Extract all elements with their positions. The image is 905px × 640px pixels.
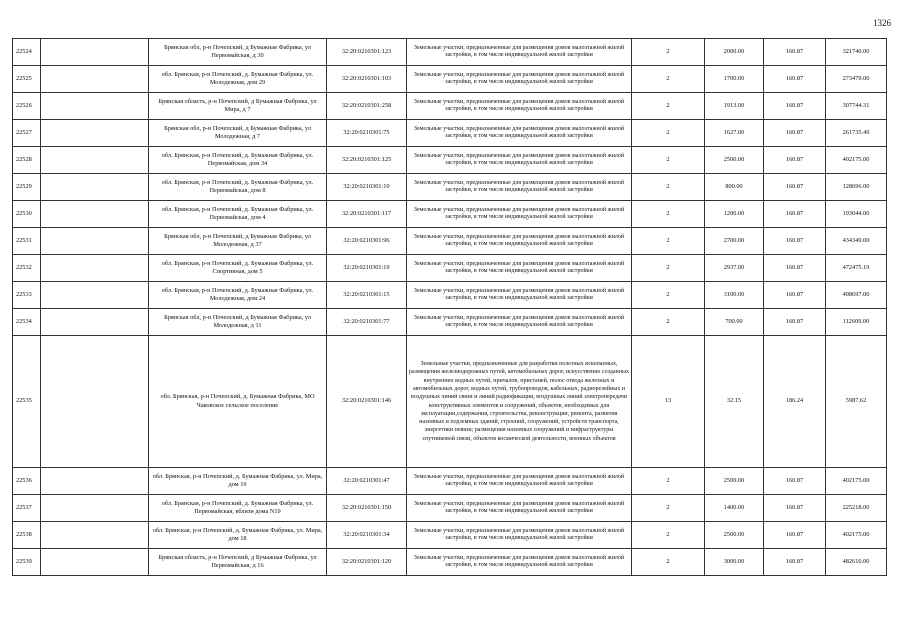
- cell-land-use: Земельные участки, предназначенные для разработки полезных ископаемых, размещения железнодорожных путей, автомобильных дорог, искусственно созданных внутренних водных путей, причалов, пристаней, полос отвода железных и автомобильных дорог, водных путей, трубопроводов, кабельных, радиорелейных и воздушных линий связи и линий радиофикации, воздушных линий электропередачи конструктивных элементов и сооружений, объектов, необходимых для эксплуатации,содержания, строительства, реконструкции, ремонта, развития наземных и подземных зданий, строений, сооружений, устройств транспорта, энергетики невязи; размещения наземных сооружений и инфраструктуры спутниковой связи, объектов космической деятельности, военных объектов: [407, 336, 632, 468]
- cell-id: 22538: [13, 522, 41, 549]
- cell-cadastral-number: 32:20:0210301:103: [327, 66, 407, 93]
- cell-land-use: Земельные участки, предназначенные для размещения домов малоэтажной жилой застройки, в том числе индивидуальной жилой застройки: [407, 201, 632, 228]
- cell-address: Брянская обл, р-н Почепский, д Бумажная Фабрика, ул Первомайская, д 30: [149, 39, 327, 66]
- cell-area: 700.00: [705, 309, 764, 336]
- cell-land-use: Земельные участки, предназначенные для размещения домов малоэтажной жилой застройки, в том числе индивидуальной жилой застройки: [407, 39, 632, 66]
- cell-cadastral-number: 32:20:0210301:258: [327, 93, 407, 120]
- cell-cadastral-value: 472475.19: [826, 255, 887, 282]
- cell-area: 2000.00: [705, 39, 764, 66]
- cell-blank: [41, 549, 149, 576]
- cell-cadastral-number: 32:20:0210301:150: [327, 495, 407, 522]
- cell-blank: [41, 228, 149, 255]
- cell-blank: [41, 39, 149, 66]
- cell-code: 2: [632, 522, 705, 549]
- cell-address: обл. Брянская, р-н Почепский, д. Бумажная Фабрика, ул. Первомайская, дом 4: [149, 201, 327, 228]
- cell-blank: [41, 66, 149, 93]
- cell-area: 2937.00: [705, 255, 764, 282]
- cell-address: Брянская обл, р-н Почепский, д Бумажная Фабрика, ул Молодежная, д 11: [149, 309, 327, 336]
- cell-land-use: Земельные участки, предназначенные для размещения домов малоэтажной жилой застройки, в том числе индивидуальной жилой застройки: [407, 147, 632, 174]
- cell-land-use: Земельные участки, предназначенные для размещения домов малоэтажной жилой застройки, в том числе индивидуальной жилой застройки: [407, 549, 632, 576]
- cell-blank: [41, 120, 149, 147]
- cell-land-use: Земельные участки, предназначенные для размещения домов малоэтажной жилой застройки, в том числе индивидуальной жилой застройки: [407, 93, 632, 120]
- cell-id: 22539: [13, 549, 41, 576]
- cell-code: 2: [632, 120, 705, 147]
- cell-area: 1627.00: [705, 120, 764, 147]
- cell-id: 22528: [13, 147, 41, 174]
- cell-address: обл. Брянская, р-н Почепский, д. Бумажная Фабрика, МО Чаковское сельское поселение: [149, 336, 327, 468]
- cell-id: 22530: [13, 201, 41, 228]
- cell-id: 22532: [13, 255, 41, 282]
- cell-land-use: Земельные участки, предназначенные для размещения домов малоэтажной жилой застройки, в том числе индивидуальной жилой застройки: [407, 66, 632, 93]
- table-row: [13, 174, 887, 201]
- cell-blank: [41, 282, 149, 309]
- cell-cadastral-value: 5987.62: [826, 336, 887, 468]
- cell-cadastral-value: 128696.00: [826, 174, 887, 201]
- cell-cadastral-number: 32:20:0210301:96: [327, 228, 407, 255]
- cell-rate: 160.87: [764, 39, 826, 66]
- cell-code: 2: [632, 468, 705, 495]
- cell-id: 22537: [13, 495, 41, 522]
- cell-cadastral-value: 402175.00: [826, 522, 887, 549]
- cell-cadastral-value: 193044.00: [826, 201, 887, 228]
- cell-rate: 160.87: [764, 201, 826, 228]
- cell-blank: [41, 255, 149, 282]
- cell-code: 2: [632, 39, 705, 66]
- cell-area: 1700.00: [705, 66, 764, 93]
- cell-code: 2: [632, 66, 705, 93]
- cell-id: 22531: [13, 228, 41, 255]
- cell-area: 800.00: [705, 174, 764, 201]
- cell-address: Брянская обл, р-н Почепский, д Бумажная Фабрика, ул Молодежная, д 37: [149, 228, 327, 255]
- cell-code: 2: [632, 309, 705, 336]
- cell-address: обл. Брянская, р-н Почепский, д. Бумажная Фабрика, ул. Первомайская, дом 34: [149, 147, 327, 174]
- cell-area: 32.15: [705, 336, 764, 468]
- cell-blank: [41, 174, 149, 201]
- cell-rate: 160.87: [764, 120, 826, 147]
- table-row: [13, 201, 887, 228]
- table-row: [13, 549, 887, 576]
- cell-address: обл. Брянская, р-н Почепский, д. Бумажная Фабрика, ул. Спортивная, дом 5: [149, 255, 327, 282]
- cell-cadastral-number: 32:20:0210301:146: [327, 336, 407, 468]
- cell-rate: 160.87: [764, 495, 826, 522]
- cell-cadastral-number: 32:20:0210301:47: [327, 468, 407, 495]
- cell-cadastral-number: 32:20:0210301:10: [327, 174, 407, 201]
- cell-rate: 160.87: [764, 228, 826, 255]
- cell-address: Брянская обл, р-н Почепский, д Бумажная Фабрика, ул Молодежная, д 7: [149, 120, 327, 147]
- cell-area: 3100.00: [705, 282, 764, 309]
- table-row: [13, 120, 887, 147]
- cell-land-use: Земельные участки, предназначенные для размещения домов малоэтажной жилой застройки, в том числе индивидуальной жилой застройки: [407, 522, 632, 549]
- cell-rate: 160.87: [764, 468, 826, 495]
- cell-code: 2: [632, 549, 705, 576]
- cell-rate: 160.87: [764, 309, 826, 336]
- cell-area: 2700.00: [705, 228, 764, 255]
- cell-cadastral-value: 273479.00: [826, 66, 887, 93]
- cell-id: 22536: [13, 468, 41, 495]
- table-row: [13, 336, 887, 468]
- cell-blank: [41, 336, 149, 468]
- cell-code: 13: [632, 336, 705, 468]
- cell-blank: [41, 309, 149, 336]
- table-row: [13, 147, 887, 174]
- table-row: [13, 255, 887, 282]
- cell-rate: 160.87: [764, 174, 826, 201]
- cell-cadastral-value: 307744.31: [826, 93, 887, 120]
- cell-land-use: Земельные участки, предназначенные для размещения домов малоэтажной жилой застройки, в том числе индивидуальной жилой застройки: [407, 468, 632, 495]
- table-row: [13, 522, 887, 549]
- table-row: [13, 282, 887, 309]
- cell-area: 1200.00: [705, 201, 764, 228]
- cell-cadastral-number: 32:20:0210301:125: [327, 147, 407, 174]
- cell-code: 2: [632, 93, 705, 120]
- cell-address: обл. Брянская, р-н Почепский, д. Бумажная Фабрика, ул. Мира, дом 18: [149, 522, 327, 549]
- table-row: [13, 93, 887, 120]
- page-number: 1326: [873, 18, 891, 28]
- cadastral-value-table: [12, 38, 887, 576]
- cell-cadastral-value: 112609.00: [826, 309, 887, 336]
- cell-land-use: Земельные участки, предназначенные для размещения домов малоэтажной жилой застройки, в том числе индивидуальной жилой застройки: [407, 120, 632, 147]
- cell-cadastral-number: 32:20:0210301:77: [327, 309, 407, 336]
- cell-rate: 160.87: [764, 66, 826, 93]
- cell-land-use: Земельные участки, предназначенные для размещения домов малоэтажной жилой застройки, в том числе индивидуальной жилой застройки: [407, 228, 632, 255]
- cell-code: 2: [632, 201, 705, 228]
- cell-code: 2: [632, 174, 705, 201]
- cell-cadastral-value: 225218.00: [826, 495, 887, 522]
- cell-id: 22526: [13, 93, 41, 120]
- cell-rate: 160.87: [764, 282, 826, 309]
- cell-address: обл. Брянская, р-н Почепский, д. Бумажная Фабрика, ул. Молодежная, дом 24: [149, 282, 327, 309]
- cell-address: Брянская область, р-н Почепский, д Бумажная Фабрика, ул Мира, д 7: [149, 93, 327, 120]
- cell-blank: [41, 495, 149, 522]
- cell-land-use: Земельные участки, предназначенные для размещения домов малоэтажной жилой застройки, в том числе индивидуальной жилой застройки: [407, 282, 632, 309]
- cell-address: обл. Брянская, р-н Почепский, д. Бумажная Фабрика, ул. Первомайская, вблизи дома N19: [149, 495, 327, 522]
- cell-cadastral-number: 32:20:0210301:19: [327, 255, 407, 282]
- cell-id: 22535: [13, 336, 41, 468]
- cell-address: обл. Брянская, р-н Почепский, д. Бумажная Фабрика, ул. Первомайская, дом 8: [149, 174, 327, 201]
- cell-area: 3000.00: [705, 549, 764, 576]
- cell-code: 2: [632, 255, 705, 282]
- cell-code: 2: [632, 228, 705, 255]
- table-row: [13, 468, 887, 495]
- table-row: [13, 495, 887, 522]
- table-row: [13, 309, 887, 336]
- cell-cadastral-value: 261735.49: [826, 120, 887, 147]
- cell-rate: 186.24: [764, 336, 826, 468]
- cell-cadastral-value: 402175.00: [826, 147, 887, 174]
- cell-land-use: Земельные участки, предназначенные для размещения домов малоэтажной жилой застройки, в том числе индивидуальной жилой застройки: [407, 174, 632, 201]
- cell-address: Брянская область, р-н Почепский, д Бумажная Фабрика, ул Первомайская, д 16: [149, 549, 327, 576]
- cell-area: 1400.00: [705, 495, 764, 522]
- cell-id: 22534: [13, 309, 41, 336]
- cell-land-use: Земельные участки, предназначенные для размещения домов малоэтажной жилой застройки, в том числе индивидуальной жилой застройки: [407, 309, 632, 336]
- cell-area: 2500.00: [705, 468, 764, 495]
- cell-blank: [41, 147, 149, 174]
- cell-cadastral-number: 32:20:0210301:34: [327, 522, 407, 549]
- cell-rate: 160.87: [764, 549, 826, 576]
- cell-blank: [41, 468, 149, 495]
- cell-code: 2: [632, 495, 705, 522]
- cell-id: 22533: [13, 282, 41, 309]
- cell-area: 2500.00: [705, 147, 764, 174]
- cell-id: 22524: [13, 39, 41, 66]
- cell-cadastral-number: 32:20:0210301:117: [327, 201, 407, 228]
- cell-area: 2500.00: [705, 522, 764, 549]
- cell-area: 1913.00: [705, 93, 764, 120]
- cell-id: 22525: [13, 66, 41, 93]
- cell-cadastral-value: 402175.00: [826, 468, 887, 495]
- cell-land-use: Земельные участки, предназначенные для размещения домов малоэтажной жилой застройки, в том числе индивидуальной жилой застройки: [407, 255, 632, 282]
- cell-land-use: Земельные участки, предназначенные для размещения домов малоэтажной жилой застройки, в том числе индивидуальной жилой застройки: [407, 495, 632, 522]
- cell-code: 2: [632, 147, 705, 174]
- cell-id: 22529: [13, 174, 41, 201]
- cell-cadastral-value: 482610.00: [826, 549, 887, 576]
- cell-cadastral-number: 32:20:0210301:123: [327, 39, 407, 66]
- cell-blank: [41, 522, 149, 549]
- table-row: [13, 228, 887, 255]
- cell-rate: 160.87: [764, 147, 826, 174]
- cell-cadastral-number: 32:20:0210301:75: [327, 120, 407, 147]
- cell-cadastral-value: 498697.00: [826, 282, 887, 309]
- cell-blank: [41, 201, 149, 228]
- cell-rate: 160.87: [764, 522, 826, 549]
- cell-cadastral-number: 32:20:0210301:15: [327, 282, 407, 309]
- cell-cadastral-value: 434349.00: [826, 228, 887, 255]
- cell-cadastral-value: 321740.00: [826, 39, 887, 66]
- cell-id: 22527: [13, 120, 41, 147]
- table-body: [13, 39, 887, 576]
- cell-blank: [41, 93, 149, 120]
- cell-rate: 160.87: [764, 93, 826, 120]
- cell-cadastral-number: 32:20:0210301:120: [327, 549, 407, 576]
- cell-code: 2: [632, 282, 705, 309]
- cell-rate: 160.87: [764, 255, 826, 282]
- cell-address: обл. Брянская, р-н Почепский, д. Бумажная Фабрика, ул. Молодежная, дом 29: [149, 66, 327, 93]
- table-row: [13, 39, 887, 66]
- table-row: [13, 66, 887, 93]
- cell-address: обл. Брянская, р-н Почепский, д. Бумажная Фабрика, ул. Мира, дом 19: [149, 468, 327, 495]
